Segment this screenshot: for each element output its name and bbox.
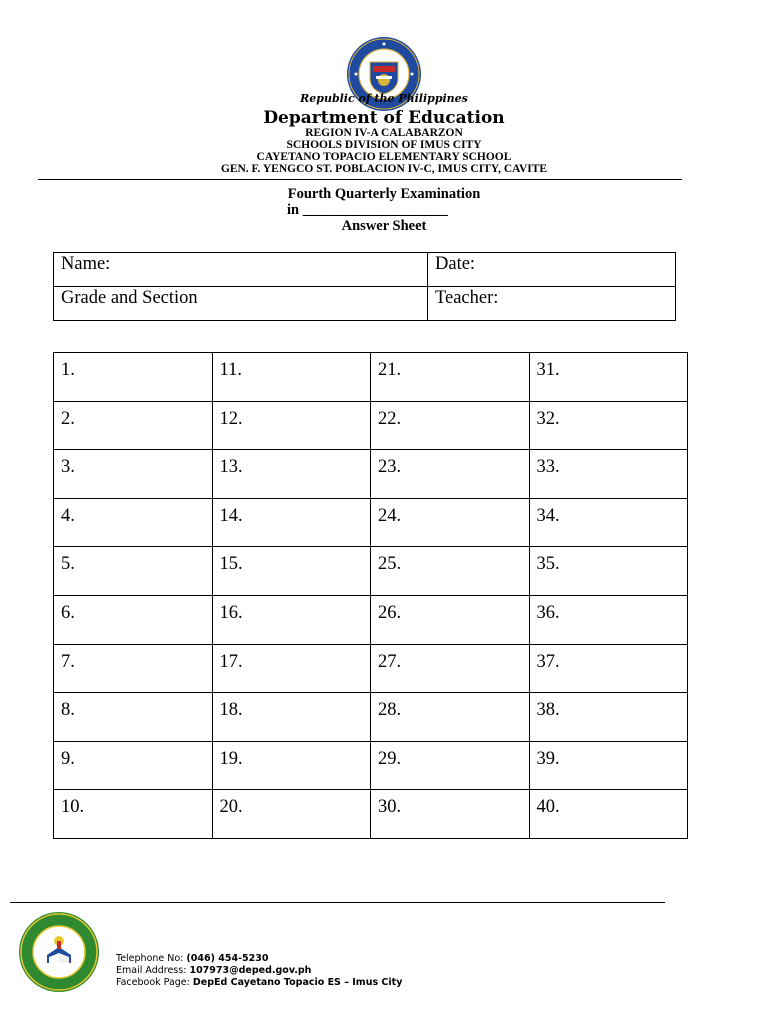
exam-title: Fourth Quarterly Examination	[287, 186, 481, 202]
region-line: REGION IV-A CALABARZON	[305, 127, 463, 139]
header-divider	[38, 179, 682, 180]
school-logo	[18, 911, 100, 993]
answer-cell[interactable]: 24.	[371, 498, 530, 547]
telephone-label: Telephone No:	[116, 953, 184, 964]
facebook-value[interactable]: DepEd Cayetano Topacio ES – Imus City	[192, 977, 403, 988]
answer-cell[interactable]: 1.	[54, 353, 213, 402]
answer-cell[interactable]: 8.	[54, 693, 213, 742]
republic-heading: Republic of the Philippines	[300, 92, 468, 105]
answer-row	[54, 450, 688, 499]
department-heading: Department of Education	[263, 108, 505, 128]
answer-cell[interactable]: 20.	[212, 790, 371, 839]
answer-cell[interactable]: 29.	[371, 741, 530, 790]
answer-row	[54, 741, 688, 790]
email-label: Email Address:	[116, 965, 187, 976]
answer-cell[interactable]: 19.	[212, 741, 371, 790]
answer-cell[interactable]: 11.	[212, 353, 371, 402]
answer-row	[54, 353, 688, 402]
telephone-value: (046) 454-5230	[186, 953, 269, 964]
name-field[interactable]: Name:	[54, 253, 428, 287]
email-value[interactable]: 107973@deped.gov.ph	[189, 965, 312, 976]
answer-row	[54, 693, 688, 742]
answer-cell[interactable]: 21.	[371, 353, 530, 402]
telephone-line	[116, 953, 268, 965]
answer-cell[interactable]: 10.	[54, 790, 213, 839]
answer-cell[interactable]: 3.	[54, 450, 213, 499]
teacher-field[interactable]: Teacher:	[428, 287, 676, 321]
division-line: SCHOOLS DIVISION OF IMUS CITY	[286, 139, 482, 151]
answer-cell[interactable]: 39.	[529, 741, 688, 790]
answer-cell[interactable]: 15.	[212, 547, 371, 596]
answer-cell[interactable]: 13.	[212, 450, 371, 499]
answer-cell[interactable]: 25.	[371, 547, 530, 596]
answer-cell[interactable]: 30.	[371, 790, 530, 839]
answer-row	[54, 547, 688, 596]
date-field[interactable]: Date:	[428, 253, 676, 287]
exam-subtitle: Answer Sheet	[341, 218, 427, 234]
answer-row	[54, 644, 688, 693]
answer-cell[interactable]: 17.	[212, 644, 371, 693]
answer-cell[interactable]: 37.	[529, 644, 688, 693]
answer-cell[interactable]: 5.	[54, 547, 213, 596]
answer-cell[interactable]: 4.	[54, 498, 213, 547]
exam-subject-line: in ____________________	[287, 202, 448, 218]
answer-row	[54, 595, 688, 644]
answer-cell[interactable]: 35.	[529, 547, 688, 596]
answer-cell[interactable]: 16.	[212, 595, 371, 644]
email-line	[116, 965, 311, 977]
answer-cell[interactable]: 9.	[54, 741, 213, 790]
answer-cell[interactable]: 34.	[529, 498, 688, 547]
answer-cell[interactable]: 38.	[529, 693, 688, 742]
answer-cell[interactable]: 31.	[529, 353, 688, 402]
student-info-table	[53, 252, 676, 321]
answer-grid	[53, 352, 688, 839]
info-row	[54, 253, 676, 287]
answer-cell[interactable]: 14.	[212, 498, 371, 547]
school-address-line: GEN. F. YENGCO ST. POBLACION IV-C, IMUS CITY, CAVITE	[220, 163, 548, 175]
answer-cell[interactable]: 32.	[529, 401, 688, 450]
school-name-line: CAYETANO TOPACIO ELEMENTARY SCHOOL	[256, 151, 512, 163]
footer-divider	[10, 902, 665, 903]
facebook-label: Facebook Page:	[116, 977, 190, 988]
grade-section-field[interactable]: Grade and Section	[54, 287, 428, 321]
answer-cell[interactable]: 12.	[212, 401, 371, 450]
answer-cell[interactable]: 40.	[529, 790, 688, 839]
answer-cell[interactable]: 2.	[54, 401, 213, 450]
answer-cell[interactable]: 18.	[212, 693, 371, 742]
answer-row	[54, 790, 688, 839]
answer-cell[interactable]: 36.	[529, 595, 688, 644]
answer-cell[interactable]: 26.	[371, 595, 530, 644]
answer-cell[interactable]: 6.	[54, 595, 213, 644]
answer-cell[interactable]: 27.	[371, 644, 530, 693]
answer-row	[54, 401, 688, 450]
answer-cell[interactable]: 7.	[54, 644, 213, 693]
answer-cell[interactable]: 28.	[371, 693, 530, 742]
facebook-line	[116, 977, 402, 989]
answer-row	[54, 498, 688, 547]
answer-cell[interactable]: 22.	[371, 401, 530, 450]
info-row	[54, 287, 676, 321]
answer-cell[interactable]: 33.	[529, 450, 688, 499]
answer-cell[interactable]: 23.	[371, 450, 530, 499]
